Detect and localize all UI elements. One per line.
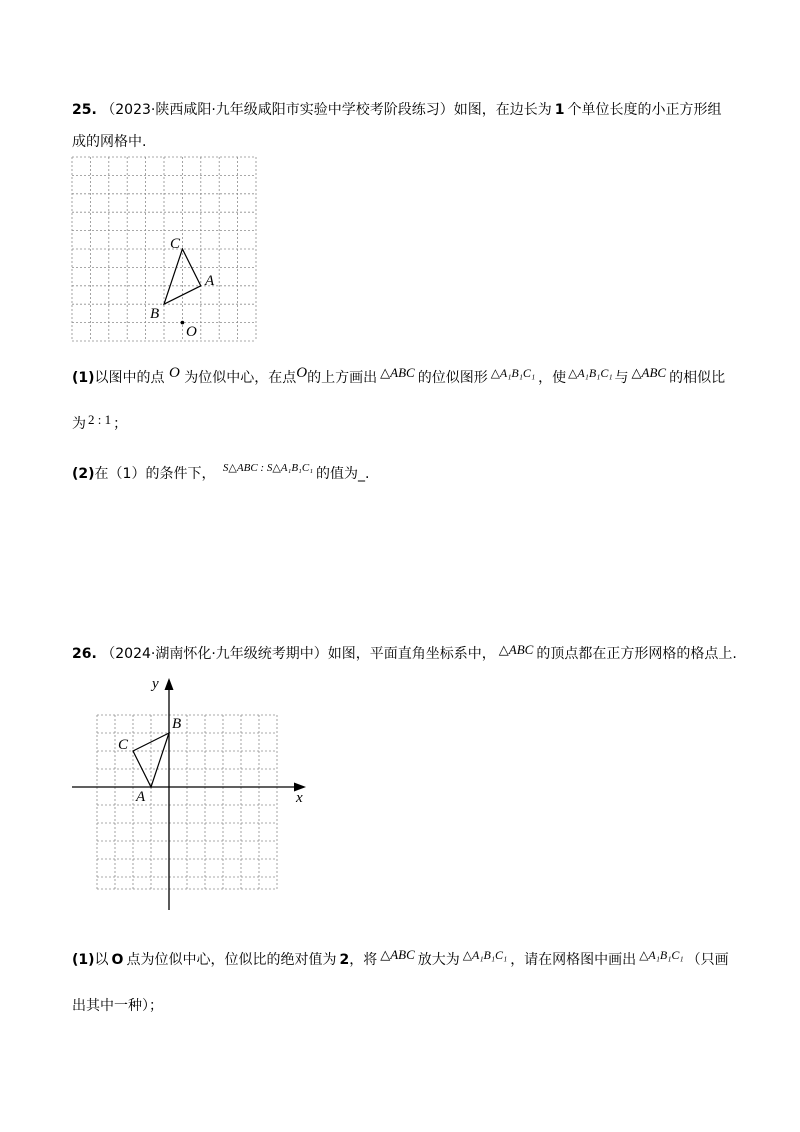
q25-part2-text-1: 在（1）的条件下， — [94, 466, 216, 482]
q25-part2-number: (2) — [72, 466, 95, 482]
q25-part2-text-2: 的值为 — [316, 466, 359, 482]
q25-intro-a: 如图，在边长为 — [453, 102, 552, 118]
q26-label-y: y — [152, 676, 159, 692]
q25-part1-line2-b: ； — [113, 416, 128, 432]
q26-abc: △ABC — [498, 642, 534, 657]
q26-part1-line1 — [72, 946, 729, 974]
q26-part1-text-6: （只画 — [686, 952, 729, 968]
q26-part1-two: 2 — [339, 952, 350, 968]
q25-part1-text-4: 的位似图形 — [417, 370, 488, 386]
q25-line2: 成的网格中. — [72, 134, 147, 150]
q26-label-b: B — [172, 716, 182, 732]
q25-part2-area-ratio: S△ABC : S△A₁B₁C₁ — [222, 462, 314, 474]
q25-intro-b: 个单位长度的小正方形组 — [567, 102, 722, 118]
q26-coordinate-figure — [66, 672, 316, 914]
q25-label-a: A — [205, 273, 215, 289]
q26-part1-o: O — [111, 952, 124, 968]
q26-number: 26. — [72, 646, 97, 662]
q26-line1 — [72, 642, 737, 666]
q25-label-c: C — [170, 236, 181, 252]
q25-part1-o: O — [169, 365, 180, 381]
q25-part2-blank: _. — [358, 466, 370, 482]
q26-part1-a1b1c1-2: △A₁B₁C₁ — [639, 948, 684, 962]
q25-grid-figure — [70, 155, 265, 345]
q25-grid — [72, 157, 256, 341]
q25-part1-text-2: 为位似中心，在点 — [184, 370, 297, 386]
q26-text-1: 如图，平面直角坐标系中， — [327, 646, 496, 662]
q25-part1-line1 — [72, 364, 725, 392]
q26-source: （2024·湖南怀化·九年级统考期中） — [101, 646, 328, 662]
q26-label-c: C — [118, 737, 129, 753]
q25-part1-line2-a: 为 — [72, 416, 86, 432]
q25-part1-text-7: 的相似比 — [669, 370, 726, 386]
q25-part2 — [72, 462, 369, 487]
q26-label-a: A — [136, 789, 146, 805]
q26-part1-a1b1c1: △A₁B₁C₁ — [462, 948, 508, 962]
q26-y-arrow-icon — [165, 678, 174, 690]
q25-part1-abc: △ABC — [380, 365, 415, 380]
q25-part1-text-5: ，使 — [538, 370, 567, 386]
q25-intro-num: 1 — [554, 102, 565, 118]
q25-number: 25. — [72, 102, 97, 118]
q25-source: （2023·陕西咸阳·九年级咸阳市实验中学校考阶段练习） — [101, 102, 454, 118]
q26-part1-number: (1) — [72, 952, 95, 968]
q25-part1-text-1: 以图中的点 — [94, 370, 165, 386]
q26-label-x: x — [296, 790, 303, 806]
q26-text-2: 的顶点都在正方形网格的格点上. — [536, 646, 737, 662]
q25-part1-line2 — [72, 412, 127, 436]
q25-label-o: O — [186, 324, 197, 340]
q25-part1-number: (1) — [72, 370, 95, 386]
q25-point-o — [181, 321, 185, 325]
q26-part1-text-5: ，请在网格图中画出 — [510, 952, 637, 968]
q25-part1-text-3: 的上方画出 — [307, 370, 378, 386]
q25-part1-a1b1c1: △A₁B₁C₁ — [490, 366, 536, 380]
q25-label-b: B — [150, 306, 160, 322]
q26-part1-text-2: 点为位似中心，位似比的绝对值为 — [126, 952, 337, 968]
q25-part1-ratio: 2 : 1 — [88, 412, 112, 427]
q25-part1-abc-2: △ABC — [631, 365, 667, 380]
q25-part1-o-2: O — [296, 365, 308, 381]
q26-part1-abc: △ABC — [380, 947, 415, 962]
q25-part1-text-6: 与 — [614, 370, 629, 386]
q26-part1-text-3: ，将 — [349, 952, 378, 968]
q26-part1-line2: 出其中一种）； — [72, 998, 163, 1014]
q25-part1-a1b1c1-2: △A₁B₁C₁ — [568, 366, 613, 380]
q26-part1-text-4: 放大为 — [417, 952, 460, 968]
q25-line1 — [72, 100, 722, 120]
q26-part1-text-1: 以 — [94, 952, 109, 968]
